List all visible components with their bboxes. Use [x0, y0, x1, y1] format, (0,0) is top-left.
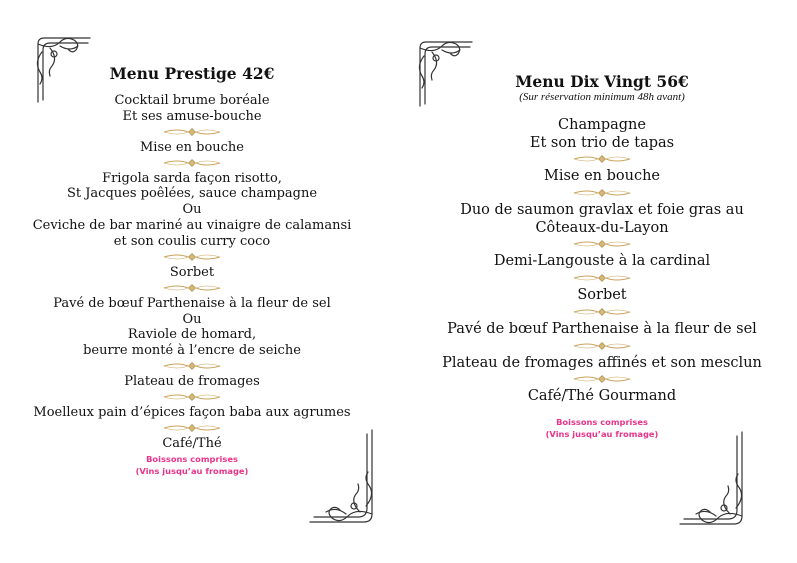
ornament-divider	[571, 307, 633, 317]
course-line: Mise en bouche	[139, 139, 245, 155]
course-list	[412, 117, 792, 406]
course-line: Duo de saumon gravlax et foie gras au	[460, 202, 744, 219]
course-group	[412, 168, 792, 186]
course-group	[4, 265, 380, 281]
course-line: Sorbet	[577, 287, 627, 304]
course-line: Café/Thé	[162, 435, 222, 451]
menu-title: Menu Dix Vingt 56€	[515, 72, 689, 91]
course-line: Pavé de bœuf Parthenaise à la fleur de sel	[447, 320, 757, 337]
drinks-included-text: Boissons comprises	[556, 416, 648, 427]
menu-subtitle: (Sur réservation minimum 48h avant)	[519, 91, 685, 103]
course-group	[412, 287, 792, 305]
course-line: Champagne	[558, 117, 646, 133]
wines-note-text: (Vins jusqu’au fromage)	[545, 429, 659, 440]
course-group	[4, 436, 380, 452]
course-line: Pavé de bœuf Parthenaise à la fleur de sel	[53, 295, 331, 311]
course-line: Demi-Langouste à la cardinal	[493, 253, 711, 270]
course-line: Sorbet	[169, 264, 215, 280]
course-line: Ceviche de bar mariné au vinaigre de calamansi	[32, 218, 352, 234]
drinks-included-text: Boissons comprises	[146, 453, 238, 464]
course-group	[412, 355, 792, 373]
ornament-divider	[571, 273, 633, 283]
course-line: Ou	[182, 202, 202, 218]
course-group	[412, 253, 792, 271]
ornament-divider	[162, 361, 222, 371]
course-line: Café/Thé Gourmand	[527, 388, 677, 405]
drinks-note	[4, 453, 380, 478]
menu-title: Menu Prestige 42€	[109, 64, 275, 83]
course-line: Plateau de fromages	[124, 374, 260, 390]
course-group	[412, 321, 792, 339]
course-line: Et ses amuse-bouche	[122, 108, 262, 124]
course-group	[412, 388, 792, 406]
course-group	[4, 140, 380, 156]
course-line: St Jacques poêlées, sauce champagne	[66, 186, 318, 202]
ornament-divider	[571, 154, 633, 164]
course-line: Côteaux-du-Layon	[535, 219, 669, 236]
course-group	[4, 405, 380, 421]
ornament-divider	[162, 158, 222, 168]
course-line: et son coulis curry coco	[113, 234, 271, 250]
course-list	[4, 93, 380, 452]
course-group	[4, 171, 380, 250]
course-line: Cocktail brume boréale	[114, 93, 270, 108]
menu-prestige	[4, 64, 380, 478]
ornament-divider	[162, 423, 222, 433]
ornament-divider	[571, 188, 633, 198]
drinks-note	[412, 416, 792, 441]
ornament-divider	[162, 127, 222, 137]
course-line: beurre monté à l’encre de seiche	[83, 343, 301, 359]
ornament-divider	[162, 392, 222, 402]
ornament-divider	[162, 283, 222, 293]
course-group	[412, 202, 792, 237]
ornament-divider	[571, 239, 633, 249]
ornament-divider	[571, 374, 633, 384]
course-group	[412, 117, 792, 152]
ornament-divider	[571, 341, 633, 351]
course-line: Moelleux pain d’épices façon baba aux agrumes	[33, 405, 351, 421]
menu-dix-vingt	[412, 72, 792, 441]
course-group	[4, 296, 380, 359]
corner-flourish-bottom-right	[676, 430, 748, 530]
course-group	[4, 374, 380, 390]
course-line: Raviole de homard,	[127, 327, 257, 343]
course-line: Ou	[182, 311, 202, 327]
course-line: Frigola sarda façon risotto,	[102, 170, 282, 186]
course-line: Plateau de fromages affinés et son mesclun	[442, 354, 762, 371]
course-line: Mise en bouche	[543, 168, 661, 185]
course-line: Et son trio de tapas	[529, 134, 675, 151]
course-group	[4, 93, 380, 125]
wines-note-text: (Vins jusqu’au fromage)	[135, 466, 249, 477]
ornament-divider	[162, 252, 222, 262]
